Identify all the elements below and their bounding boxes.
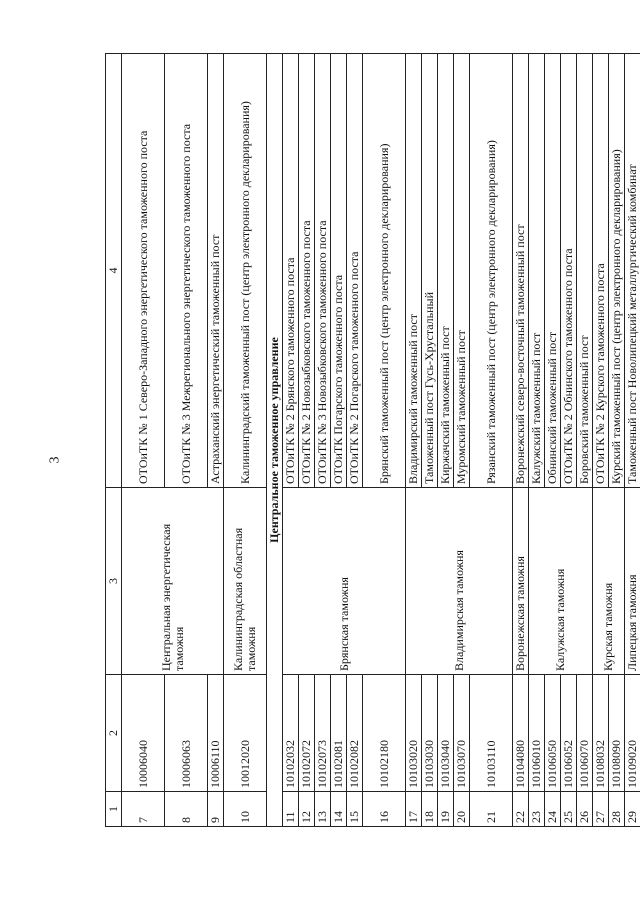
row-post: ОТОиТК № 2 Новозыбковского таможенного поста bbox=[299, 54, 315, 488]
section-row bbox=[267, 54, 283, 827]
table-row bbox=[363, 54, 406, 827]
rotated-table-container bbox=[105, 82, 639, 827]
row-code: 10102180 bbox=[363, 675, 406, 792]
row-code: 10102073 bbox=[315, 675, 331, 792]
table-row bbox=[609, 54, 625, 827]
table-row bbox=[122, 54, 165, 827]
row-number: 18 bbox=[422, 792, 438, 827]
table-row bbox=[438, 54, 454, 827]
table-row bbox=[165, 54, 208, 827]
row-code: 10102072 bbox=[299, 675, 315, 792]
row-post: ОТОиТК № 2 Погарского таможенного поста bbox=[347, 54, 363, 488]
row-customs: Брянская таможня bbox=[283, 488, 406, 675]
row-number: 9 bbox=[208, 792, 224, 827]
row-customs: Калининградская областная таможня bbox=[224, 488, 267, 675]
row-post: ОТОиТК № 2 Брянского таможенного поста bbox=[283, 54, 299, 488]
row-code: 10106010 bbox=[529, 675, 545, 792]
row-code: 10103020 bbox=[406, 675, 422, 792]
table-row bbox=[224, 54, 267, 827]
row-number: 15 bbox=[347, 792, 363, 827]
row-number: 7 bbox=[122, 792, 165, 827]
page-number: 3 bbox=[47, 456, 63, 464]
row-number: 12 bbox=[299, 792, 315, 827]
table-row bbox=[347, 54, 363, 827]
table-row bbox=[513, 54, 529, 827]
row-code: 10102081 bbox=[331, 675, 347, 792]
table-row bbox=[454, 54, 470, 827]
row-number: 24 bbox=[545, 792, 561, 827]
row-code: 10103030 bbox=[422, 675, 438, 792]
column-header-2: 2 bbox=[106, 675, 122, 792]
customs-posts-table bbox=[105, 53, 640, 827]
row-code: 10108032 bbox=[593, 675, 609, 792]
row-number: 29 bbox=[625, 792, 640, 827]
row-number: 20 bbox=[454, 792, 470, 827]
row-post: Обнинский таможенный пост bbox=[545, 54, 561, 488]
row-number: 14 bbox=[331, 792, 347, 827]
row-number: 19 bbox=[438, 792, 454, 827]
row-number: 8 bbox=[165, 792, 208, 827]
row-number: 16 bbox=[363, 792, 406, 827]
row-number: 27 bbox=[593, 792, 609, 827]
row-customs: Курская таможня bbox=[593, 488, 625, 675]
table-row bbox=[625, 54, 640, 827]
row-customs: Липецкая таможня bbox=[625, 488, 640, 675]
table-row bbox=[331, 54, 347, 827]
row-post: Боровский таможенный пост bbox=[577, 54, 593, 488]
row-code: 10106070 bbox=[577, 675, 593, 792]
row-post: ОТОиТК № 3 Новозыбковского таможенного поста bbox=[315, 54, 331, 488]
row-number: 10 bbox=[224, 792, 267, 827]
table-row bbox=[577, 54, 593, 827]
table-row bbox=[422, 54, 438, 827]
row-post: Воронежский северо-восточный таможенный пост bbox=[513, 54, 529, 488]
row-post: ОТОиТК № 1 Северо-Западного энергетического таможенного поста bbox=[122, 54, 165, 488]
row-customs: Центральная энергетическая таможня bbox=[122, 488, 224, 675]
row-number: 21 bbox=[470, 792, 513, 827]
table-row bbox=[470, 54, 513, 827]
row-code: 10109020 bbox=[625, 675, 640, 792]
row-code: 10103070 bbox=[454, 675, 470, 792]
table-row bbox=[529, 54, 545, 827]
row-customs: Калужская таможня bbox=[529, 488, 593, 675]
table-header-row bbox=[106, 54, 122, 827]
row-post: Киржачский таможенный пост bbox=[438, 54, 454, 488]
row-post: ОТОиТК Погарского таможенного поста bbox=[331, 54, 347, 488]
row-customs: Владимирская таможня bbox=[406, 488, 513, 675]
row-post: Рязанский таможенный пост (центр электронного декларирования) bbox=[470, 54, 513, 488]
column-header-3: 3 bbox=[106, 488, 122, 675]
column-header-1: 1 bbox=[106, 792, 122, 827]
table-row bbox=[545, 54, 561, 827]
row-post: Таможенный пост Гусь-Хрустальный bbox=[422, 54, 438, 488]
table-row bbox=[561, 54, 577, 827]
table-row bbox=[299, 54, 315, 827]
column-header-4: 4 bbox=[106, 54, 122, 488]
row-post: Астраханский энергетический таможенный пост bbox=[208, 54, 224, 488]
row-code: 10102032 bbox=[283, 675, 299, 792]
row-number: 26 bbox=[577, 792, 593, 827]
row-code: 10106050 bbox=[545, 675, 561, 792]
row-post: Калининградский таможенный пост (центр электронного декларирования) bbox=[224, 54, 267, 488]
row-post: Таможенный пост Новолипецкий металлургический комбинат bbox=[625, 54, 640, 488]
row-number: 25 bbox=[561, 792, 577, 827]
row-code: 10103110 bbox=[470, 675, 513, 792]
row-code: 10102082 bbox=[347, 675, 363, 792]
table-row bbox=[406, 54, 422, 827]
row-number: 22 bbox=[513, 792, 529, 827]
row-number: 17 bbox=[406, 792, 422, 827]
row-number: 11 bbox=[283, 792, 299, 827]
table-row bbox=[315, 54, 331, 827]
row-code: 10012020 bbox=[224, 675, 267, 792]
row-customs: Воронежская таможня bbox=[513, 488, 529, 675]
row-post: Брянский таможенный пост (центр электронного декларирования) bbox=[363, 54, 406, 488]
row-number: 13 bbox=[315, 792, 331, 827]
row-code: 10103040 bbox=[438, 675, 454, 792]
section-title: Центральное таможенное управление bbox=[267, 54, 283, 827]
table-row bbox=[208, 54, 224, 827]
row-post: ОТОиТК № 2 Обнинского таможенного поста bbox=[561, 54, 577, 488]
row-number: 28 bbox=[609, 792, 625, 827]
row-code: 10108090 bbox=[609, 675, 625, 792]
row-post: ОТОиТК № 2 Курского таможенного поста bbox=[593, 54, 609, 488]
row-post: ОТОиТК № 3 Межрегионального энергетического таможенного поста bbox=[165, 54, 208, 488]
table-row bbox=[593, 54, 609, 827]
row-post: Муромский таможенный пост bbox=[454, 54, 470, 488]
row-code: 10006040 bbox=[122, 675, 165, 792]
table-row bbox=[283, 54, 299, 827]
row-code: 10006063 bbox=[165, 675, 208, 792]
row-post: Курский таможенный пост (центр электронного декларирования) bbox=[609, 54, 625, 488]
row-number: 23 bbox=[529, 792, 545, 827]
row-code: 10104080 bbox=[513, 675, 529, 792]
row-code: 10106052 bbox=[561, 675, 577, 792]
row-post: Калужский таможенный пост bbox=[529, 54, 545, 488]
row-post: Владимирский таможенный пост bbox=[406, 54, 422, 488]
row-code: 10006110 bbox=[208, 675, 224, 792]
